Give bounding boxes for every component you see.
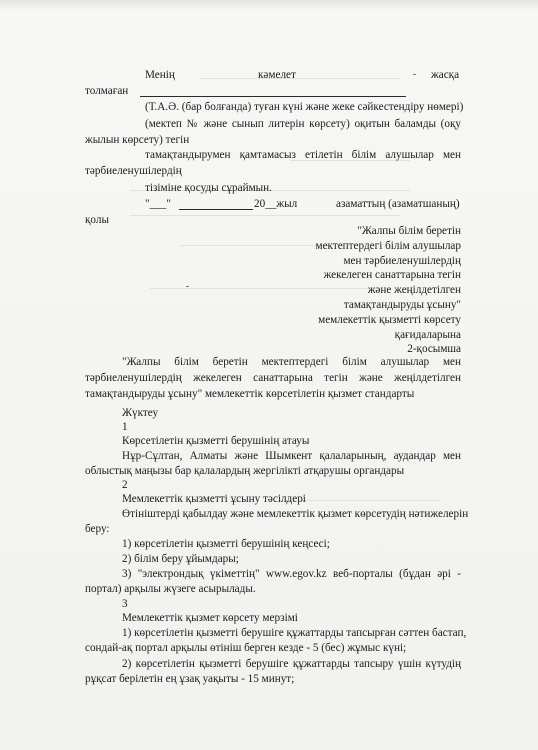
list-item: 3) "электрондық үкіметтің" www.egov.kz веб-порталы (бұдан әрі - xyxy=(122,568,461,580)
app-text-school-hint: (мектеп № және сынып литерін көрсету) оқитын баламды (оқу xyxy=(145,118,461,130)
bleed-through xyxy=(180,245,330,246)
row-title: Мемлекеттік қызмет көрсету мерзімі xyxy=(122,612,298,624)
row-title: Мемлекеттік қызметті ұсыну тәсілдері xyxy=(122,493,306,505)
app-text-tolmagan: толмаған xyxy=(85,85,129,97)
annex-line: мектептердегі білім алушылар xyxy=(315,239,461,252)
row-number: 3 xyxy=(122,598,128,610)
row-number: 2 xyxy=(122,479,128,491)
annex-line: 2-қосымша xyxy=(407,343,461,356)
name-underline xyxy=(140,96,406,97)
standard-title-line: тәрбиеленушілердің жекелеген санаттарына тегін және жеңілдетілген xyxy=(85,372,461,384)
app-text-fullname-hint: (Т.А.Ә. (бар болғанда) туған күні және жеке сәйкестендіру нөмері) xyxy=(145,101,464,113)
date-month-underline xyxy=(179,209,253,210)
date-year: 20__жыл xyxy=(254,198,298,210)
annex-line: мен тәрбиеленушілердің xyxy=(343,254,461,267)
annex-line: жекелеген санаттарына тегін xyxy=(323,269,461,282)
annex-line: "Жалпы білім беретін xyxy=(357,225,461,237)
row-number: 1 xyxy=(122,421,128,433)
app-text-pupils: тәрбиеленушілердің xyxy=(85,165,182,177)
citizen-label: азаматтың (азаматшаның) xyxy=(336,198,460,210)
annex-line: қағидаларына xyxy=(394,328,461,341)
scan-speck xyxy=(186,286,189,287)
row-title: Көрсетілетін қызметті берушінің атауы xyxy=(122,435,310,447)
table-header: Жүктеу xyxy=(122,407,159,419)
list-item: 2) көрсетілетін қызметті берушіге құжаттарды тапсыру үшін күтудің xyxy=(122,658,461,670)
row-text: Нұр-Сұлтан, Алматы және Шымкент қалаларының, аудандар мен xyxy=(122,450,461,462)
list-item: рұқсат берілетін ең ұзақ уақыты - 15 минут; xyxy=(85,673,295,685)
row-text: беру: xyxy=(85,523,110,535)
date-day: "___" xyxy=(145,198,171,210)
annex-line: мемлекеттік қызметті көрсету xyxy=(318,313,461,326)
bleed-through xyxy=(130,215,400,216)
app-text-menin: Менің xyxy=(145,69,175,81)
app-text-year-hint: жылын көрсету) тегін xyxy=(85,134,190,146)
app-text-request: тізіміне қосуды сұраймын. xyxy=(145,182,272,194)
bleed-through xyxy=(200,78,400,79)
scan-top-edge xyxy=(0,0,538,9)
annex-line: тамақтандыруды ұсыну" xyxy=(343,298,461,311)
standard-title-line: "Жалпы білім беретін мектептердегі білім алушылар мен xyxy=(122,356,461,368)
scan-speck xyxy=(413,74,416,75)
signature-label: қолы xyxy=(85,214,109,226)
standard-title-line: тамақтандыруды ұсыну" мемлекеттік көрсетілетін қызмет стандарты xyxy=(85,388,415,400)
list-item: 1) көрсетілетін қызметті берушіге құжаттарды тапсырған сәттен бастап, xyxy=(122,627,467,639)
list-item: 1) көрсетілетін қызметті берушінің кеңсесі; xyxy=(122,538,330,550)
list-item: 2) білім беру ұйымдары; xyxy=(122,553,239,565)
annex-header xyxy=(315,224,461,357)
list-item: сондай-ақ портал арқылы өтініш берген кезде - 5 (бес) жұмыс күні; xyxy=(85,642,407,654)
app-text-kamelet: кәмелет xyxy=(258,69,296,81)
list-item: портал) арқылы жүзеге асырылады. xyxy=(85,583,256,595)
row-text: облыстық маңызы бар қалалардың жергілікті атқарушы органдары xyxy=(85,465,405,477)
annex-line: және жеңілдетілген xyxy=(367,284,461,297)
app-text-zhaska: жасқа xyxy=(431,69,460,81)
row-text: Өтініштерді қабылдау және мемлекеттік қызмет көрсетудің нәтижелерін xyxy=(122,508,469,520)
app-text-food: тамақтандырумен қамтамасыз етілетін білім алушылар мен xyxy=(145,149,461,161)
